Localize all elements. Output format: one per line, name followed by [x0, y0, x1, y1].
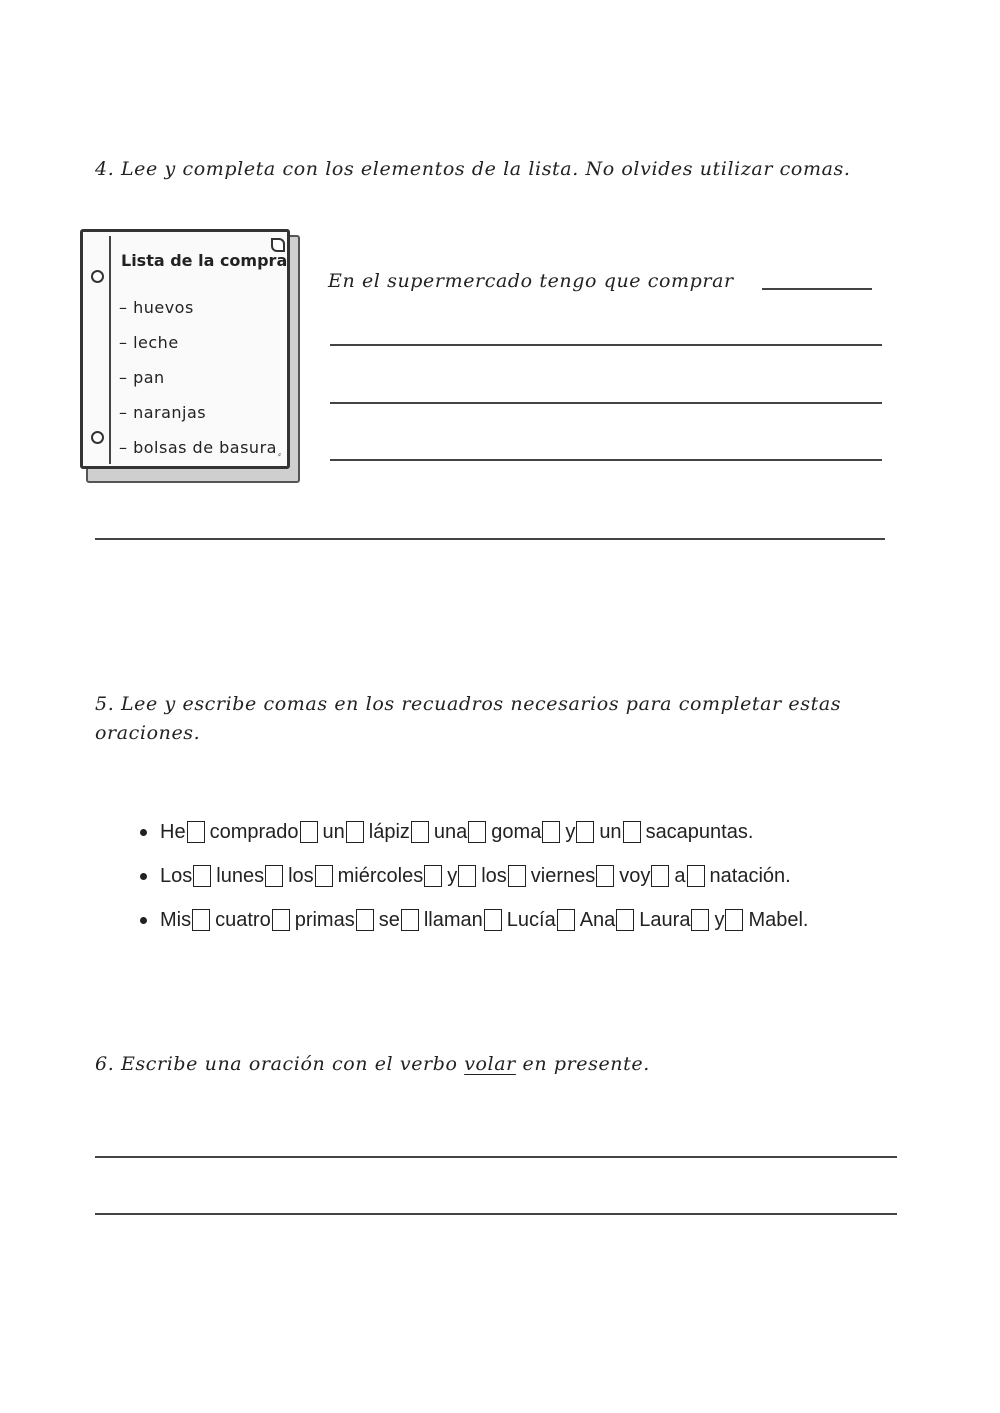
- word: a: [674, 865, 686, 887]
- word: un: [322, 821, 345, 843]
- list-item: – naranjas: [119, 403, 207, 422]
- word: comprado: [209, 821, 299, 843]
- word: lunes: [216, 865, 265, 887]
- list-item: – bolsas de basura: [119, 438, 277, 457]
- word: y: [714, 909, 725, 931]
- answer-line[interactable]: [762, 288, 872, 290]
- comma-checkbox[interactable]: [356, 909, 374, 931]
- comma-checkbox[interactable]: [687, 865, 705, 887]
- word: llaman: [423, 909, 483, 931]
- answer-line[interactable]: [95, 1156, 897, 1158]
- list-item: – pan: [119, 368, 165, 387]
- comma-checkbox[interactable]: [542, 821, 560, 843]
- comma-checkbox[interactable]: [424, 865, 442, 887]
- shopping-list-notepad: [80, 229, 300, 481]
- comma-checkbox[interactable]: [484, 909, 502, 931]
- word: Lucía: [506, 909, 556, 931]
- notepad-ring-icon: [91, 431, 104, 444]
- answer-line[interactable]: [95, 1213, 897, 1215]
- comma-checkbox[interactable]: [411, 821, 429, 843]
- comma-checkbox[interactable]: [576, 821, 594, 843]
- word: sacapuntas.: [645, 821, 754, 843]
- comma-checkbox[interactable]: [458, 865, 476, 887]
- comma-checkbox[interactable]: [596, 865, 614, 887]
- bullet-icon: [140, 873, 147, 880]
- comma-checkbox[interactable]: [623, 821, 641, 843]
- answer-line[interactable]: [330, 402, 882, 404]
- exercise-6-instruction: [95, 1050, 895, 1079]
- comma-checkbox[interactable]: [192, 909, 210, 931]
- word: natación.: [709, 865, 791, 887]
- comma-checkbox[interactable]: [300, 821, 318, 843]
- notepad-front-sheet: [80, 229, 290, 469]
- word: una: [433, 821, 468, 843]
- comma-checkbox[interactable]: [272, 909, 290, 931]
- comma-checkbox[interactable]: [557, 909, 575, 931]
- verb-underlined: volar: [464, 1053, 516, 1075]
- word: se: [378, 909, 400, 931]
- word: primas: [294, 909, 355, 931]
- answer-line[interactable]: [95, 538, 885, 540]
- list-item: – leche: [119, 333, 179, 352]
- word: He: [160, 821, 186, 843]
- word: miércoles: [337, 865, 424, 887]
- sentence-start: En el supermercado tengo que comprar: [328, 270, 734, 292]
- exercise-4-instruction: 4. Lee y completa con los elementos de la lista. No olvides utilizar comas.: [95, 158, 851, 180]
- bullet-icon: [140, 829, 147, 836]
- answer-line[interactable]: [330, 459, 882, 461]
- sentence-row-1: [140, 810, 808, 854]
- notepad-curled-corner-icon: [271, 238, 285, 252]
- sentence-row-2: [140, 854, 808, 898]
- bullet-icon: [140, 917, 147, 924]
- sentence-row-3: [140, 898, 808, 942]
- shopping-list: [119, 290, 277, 465]
- comma-checkbox[interactable]: [725, 909, 743, 931]
- comma-checkbox[interactable]: [315, 865, 333, 887]
- comma-checkbox[interactable]: [265, 865, 283, 887]
- comma-checkbox[interactable]: [401, 909, 419, 931]
- word: Ana: [579, 909, 616, 931]
- instruction-text: en presente.: [522, 1053, 650, 1075]
- comma-checkbox[interactable]: [187, 821, 205, 843]
- answer-line[interactable]: [330, 344, 882, 346]
- comma-checkbox[interactable]: [508, 865, 526, 887]
- comma-checkbox[interactable]: [193, 865, 211, 887]
- shopping-list-title: Lista de la compra: [121, 251, 288, 270]
- word: cuatro: [215, 909, 271, 931]
- word: un: [599, 821, 622, 843]
- word: viernes: [530, 865, 596, 887]
- word: lápiz: [368, 821, 410, 843]
- notepad-ring-icon: [91, 270, 104, 283]
- comma-checkbox[interactable]: [691, 909, 709, 931]
- list-item: – huevos: [119, 298, 194, 317]
- comma-checkbox[interactable]: [616, 909, 634, 931]
- word: Mabel.: [748, 909, 809, 931]
- exercise-5-instruction: 5. Lee y escribe comas en los recuadros necesarios para completar estas oraciones.: [95, 693, 842, 744]
- comma-checkbox[interactable]: [346, 821, 364, 843]
- word: los: [288, 865, 314, 887]
- comma-checkbox[interactable]: [651, 865, 669, 887]
- word: Los: [160, 865, 193, 887]
- word: Laura: [639, 909, 691, 931]
- notepad-margin-line: [109, 236, 111, 464]
- word: los: [481, 865, 507, 887]
- word: y: [565, 821, 576, 843]
- word: goma: [491, 821, 542, 843]
- notepad-scratch-mark: ⸗: [278, 450, 281, 460]
- word: y: [447, 865, 458, 887]
- comma-sentences: [140, 810, 808, 942]
- word: voy: [619, 865, 651, 887]
- comma-checkbox[interactable]: [468, 821, 486, 843]
- instruction-text: 6. Escribe una oración con el verbo: [95, 1053, 458, 1075]
- word: Mis: [160, 909, 192, 931]
